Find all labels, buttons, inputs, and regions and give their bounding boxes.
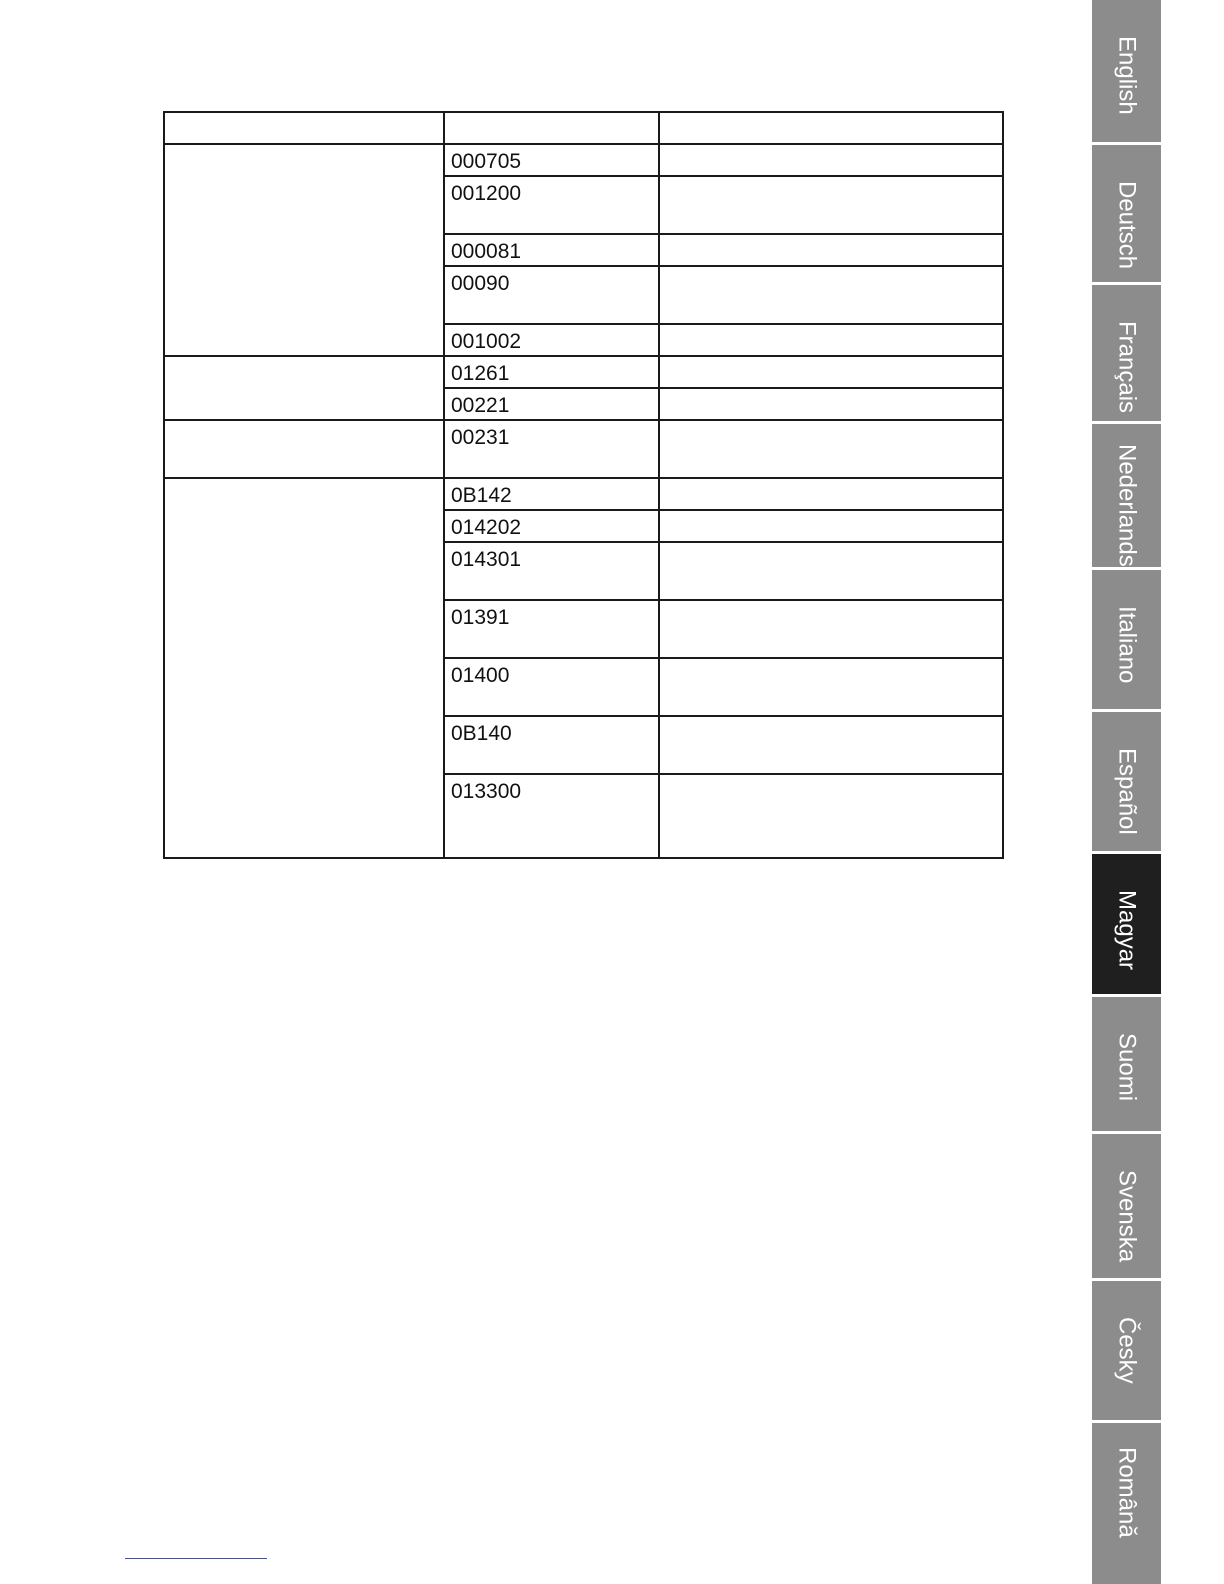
description-cell	[659, 266, 1003, 324]
language-tab-svenska[interactable]	[1092, 1134, 1161, 1278]
language-tab-label: Español	[1113, 748, 1141, 835]
description-cell	[659, 176, 1003, 234]
description-cell	[659, 356, 1003, 388]
table-row	[164, 478, 1003, 510]
group-cell	[164, 478, 444, 858]
language-tab-label: English	[1113, 36, 1141, 115]
description-cell	[659, 420, 1003, 478]
footer-link-underline	[125, 1558, 267, 1559]
description-cell	[659, 388, 1003, 420]
language-tab-cesky[interactable]	[1092, 1281, 1161, 1420]
language-tab-label: Suomi	[1113, 1033, 1141, 1102]
language-tab-strip	[1092, 0, 1161, 1584]
code-table	[163, 111, 1004, 859]
language-tab-suomi[interactable]	[1092, 997, 1161, 1131]
code-cell: 001002	[444, 324, 659, 356]
language-tab-italiano[interactable]	[1092, 570, 1161, 709]
group-cell	[164, 356, 444, 420]
header-cell	[659, 112, 1003, 144]
language-tab-label: Nederlands	[1113, 444, 1141, 567]
description-cell	[659, 234, 1003, 266]
group-cell	[164, 420, 444, 478]
code-cell: 0B142	[444, 478, 659, 510]
code-cell: 00221	[444, 388, 659, 420]
language-tab-label: Magyar	[1113, 890, 1141, 971]
language-tab-magyar[interactable]	[1092, 854, 1161, 994]
code-cell: 01400	[444, 658, 659, 716]
language-tab-romana[interactable]	[1092, 1423, 1161, 1584]
code-cell: 00231	[444, 420, 659, 478]
code-cell: 000705	[444, 144, 659, 176]
language-tab-label: Svenska	[1113, 1170, 1141, 1263]
description-cell	[659, 542, 1003, 600]
table-row	[164, 144, 1003, 176]
code-cell: 0B140	[444, 716, 659, 774]
code-cell: 001200	[444, 176, 659, 234]
table-row	[164, 356, 1003, 388]
description-cell	[659, 774, 1003, 858]
description-cell	[659, 658, 1003, 716]
table-header-row	[164, 112, 1003, 144]
language-tab-label: Français	[1113, 321, 1141, 414]
code-cell: 014301	[444, 542, 659, 600]
description-cell	[659, 478, 1003, 510]
language-tab-label: Deutsch	[1113, 181, 1141, 270]
header-cell	[444, 112, 659, 144]
code-cell: 014202	[444, 510, 659, 542]
code-cell: 00090	[444, 266, 659, 324]
code-cell: 000081	[444, 234, 659, 266]
language-tab-label: Română	[1113, 1447, 1141, 1538]
code-cell: 013300	[444, 774, 659, 858]
language-tab-francais[interactable]	[1092, 285, 1161, 421]
header-cell	[164, 112, 444, 144]
code-cell: 01261	[444, 356, 659, 388]
language-tab-deutsch[interactable]	[1092, 145, 1161, 282]
description-cell	[659, 716, 1003, 774]
language-tab-english[interactable]	[1092, 0, 1161, 142]
language-tab-nederlands[interactable]	[1092, 424, 1161, 567]
description-cell	[659, 510, 1003, 542]
description-cell	[659, 144, 1003, 176]
description-cell	[659, 324, 1003, 356]
group-cell	[164, 144, 444, 356]
language-tab-label: Italiano	[1113, 606, 1141, 684]
code-cell: 01391	[444, 600, 659, 658]
language-tab-espanol[interactable]	[1092, 712, 1161, 851]
table-row	[164, 420, 1003, 478]
language-tab-label: Česky	[1113, 1317, 1141, 1384]
description-cell	[659, 600, 1003, 658]
